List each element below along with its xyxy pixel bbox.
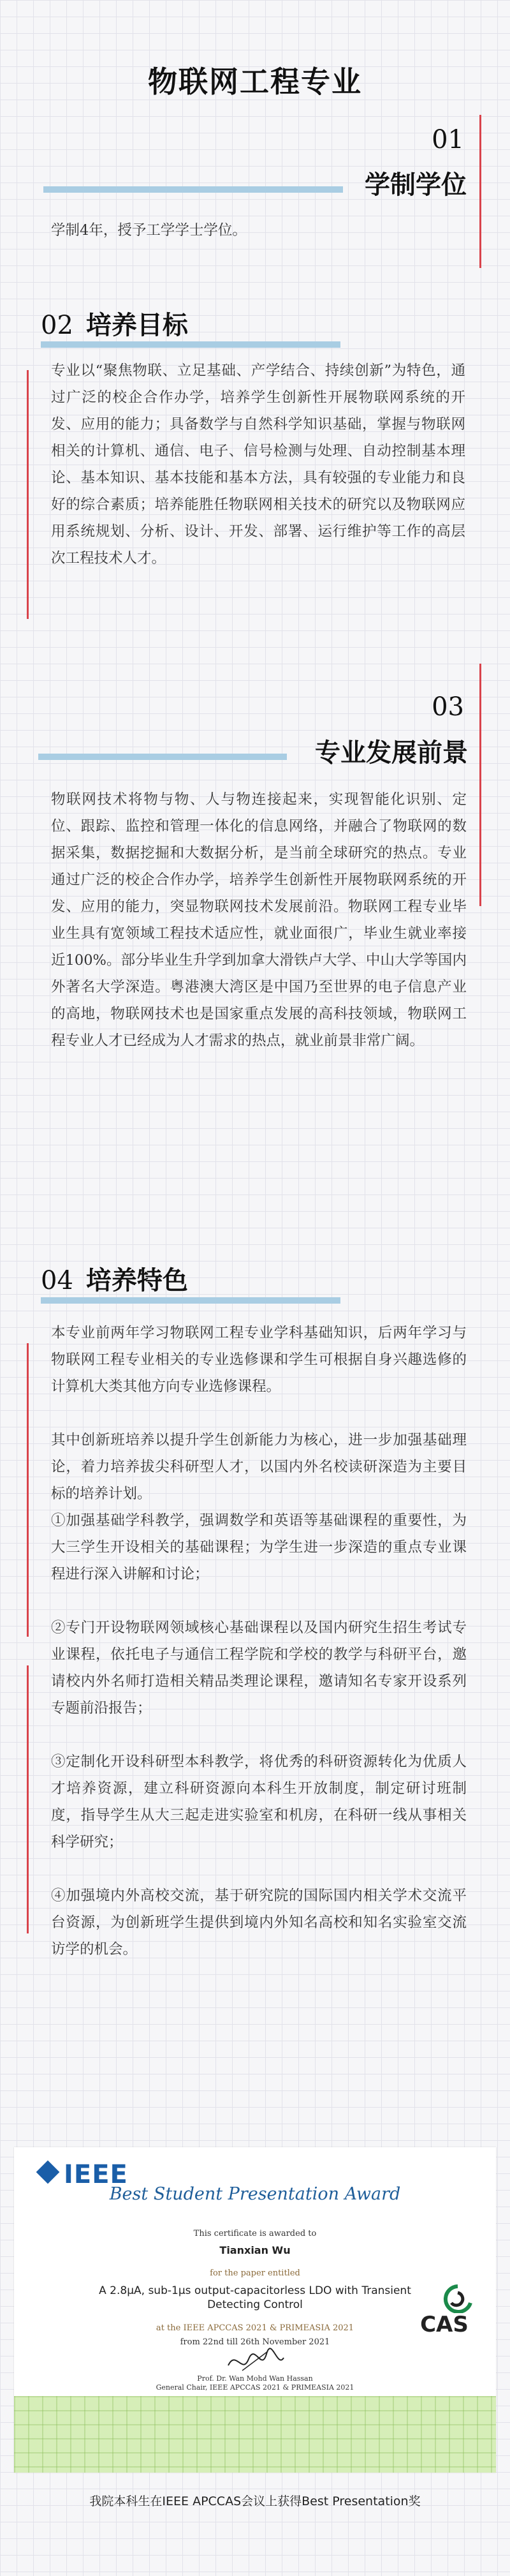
section-04-red-rule-lower [27,1665,29,1933]
section-01-number: 01 [432,125,464,154]
section-04-heading: 培养特色 [85,1265,188,1295]
cas-logo: CAS [420,2312,469,2337]
paper-title: A 2.8μA, sub-1μs output-capacitorless LDO with Transient Detecting Control [99,2284,411,2311]
section-03-red-rule [479,664,481,906]
section-04-paragraph-5: ③定制化开设科研型本科教学，将优秀的科研资源转化为优质人才培养资源，建立科研资源向本科生开放制度，制定研讨班制度，指导学生从大三起走进实验室和机房，在科研一线从事相关科学研究； [51,1753,467,1850]
awarded-to-line: This certificate is awarded to [193,2229,317,2238]
award-certificate [14,2147,496,2473]
for-paper-line: for the paper entitled [210,2268,300,2278]
section-04-text [51,1320,467,1963]
section-04-paragraph-2: 其中创新班培养以提升学生创新能力为核心，进一步加强基础理论，着力培养拔尖科研型人才，以国内外名校读研深造为主要目标的培养计划。 [51,1432,467,1502]
section-04-paragraph-4: ②专门开设物联网领域核心基础课程以及国内研究生招生考试专业课程，依托电子与通信工程学院和学校的教学与科研平台，邀请校内外名师打造相关精品类理论课程，邀请知名专家开设系列专题前沿报告； [51,1619,467,1716]
award-name: Best Student Presentation Award [109,2184,401,2204]
section-03-number: 03 [432,692,464,722]
conference-line: at the IEEE APCCAS 2021 & PRIMEASIA 2021 [156,2323,354,2333]
section-01-text [51,217,459,244]
signature-icon [223,2346,287,2378]
section-01-paragraph: 学制4年，授予工学学士学位。 [51,222,247,239]
cas-emblem-icon [439,2284,477,2313]
section-03-blue-rule [38,754,287,760]
section-01-red-rule [479,115,481,268]
section-03-text [51,786,467,1054]
section-04-paragraph-3: ①加强基础学科教学，强调数学和英语等基础课程的重要性，为大三学生开设相关的基础课程；为学生进一步深造的重点专业课程进行深入讲解和讨论； [51,1512,467,1582]
section-04-number: 04 [41,1266,73,1295]
section-02-paragraph: 专业以“聚焦物联、立足基础、产学结合、持续创新”为特色，通过广泛的校企合作办学，培养学生创新性开展物联网系统的开发、应用的能力；具备数学与自然科学知识基础，掌握与物联网相关的计算机、通信、电子、信号检测与处理、自动控制基本理论、基本知识、基本技能和基本方法，具有较强的专业能力和良好的综合素质；培养能胜任物联网相关技术的研究以及物联网应用系统规划、分析、设计、开发、部署、运行维护等工作的高层次工程技术人才。 [51,362,465,567]
certificate-caption: 我院本科生在IEEE APCCAS会议上获得Best Presentation奖 [89,2494,421,2508]
section-03-paragraph: 物联网技术将物与物、人与物连接起来，实现智能化识别、定位、跟踪、监控和管理一体化的信息网络，并融合了物联网的数据采集，数据挖掘和大数据分析，是当前全球研究的热点。专业通过广泛的校企合作办学，培养学生创新性开展物联网系统的开发、应用的能力，突显物联网技术发展前沿。物联网工程专业毕业生具有宽领域工程技术适应性，就业面很广，毕业生就业率接近100%。部分毕业生升学到加拿大滑铁卢大学、中山大学等国内外著名大学深造。粤港澳大湾区是中国乃至世界的电子信息产业的高地，物联网技术也是国家重点发展的高科技领域，物联网工程专业人才已经成为人才需求的热点，就业前景非常广阔。 [51,791,467,1049]
section-01-blue-rule [43,186,343,193]
section-02-red-rule [27,370,29,619]
awardee-name: Tianxian Wu [219,2244,291,2256]
section-04-blue-rule [41,1297,340,1304]
signer-role: General Chair, IEEE APCCAS 2021 & PRIMEASIA 2021 [156,2383,354,2392]
section-02-heading: 培养目标 [85,310,188,340]
page-title: 物联网工程专业 [148,64,362,99]
signer-name: Prof. Dr. Wan Mohd Wan Hassan [197,2374,313,2383]
section-04-paragraph-6: ④加强境内外高校交流，基于研究院的国际国内相关学术交流平台资源，为创新班学生提供到境内外知名高校和知名实验室交流访学的机会。 [51,1887,467,1958]
section-02-number: 02 [41,311,73,340]
section-04-header [41,1260,188,1297]
dates-line: from 22nd till 26th November 2021 [180,2337,330,2347]
section-02-blue-rule [41,341,340,348]
section-04-paragraph-1: 本专业前两年学习物联网工程专业学科基础知识，后两年学习与物联网工程专业相关的专业选修课和学生可根据自身兴趣选修的计算机大类其他方向专业选修课程。 [51,1325,467,1395]
section-02-header [41,305,188,341]
ieee-diamond-icon [36,2161,60,2184]
section-02-text [51,357,465,572]
section-04-red-rule-upper [27,1343,29,1637]
certificate-circuit-background [14,2396,496,2473]
section-03-heading: 专业发展前景 [315,738,468,768]
section-01-heading: 学制学位 [365,170,467,200]
ieee-logo: IEEE [40,2160,128,2189]
